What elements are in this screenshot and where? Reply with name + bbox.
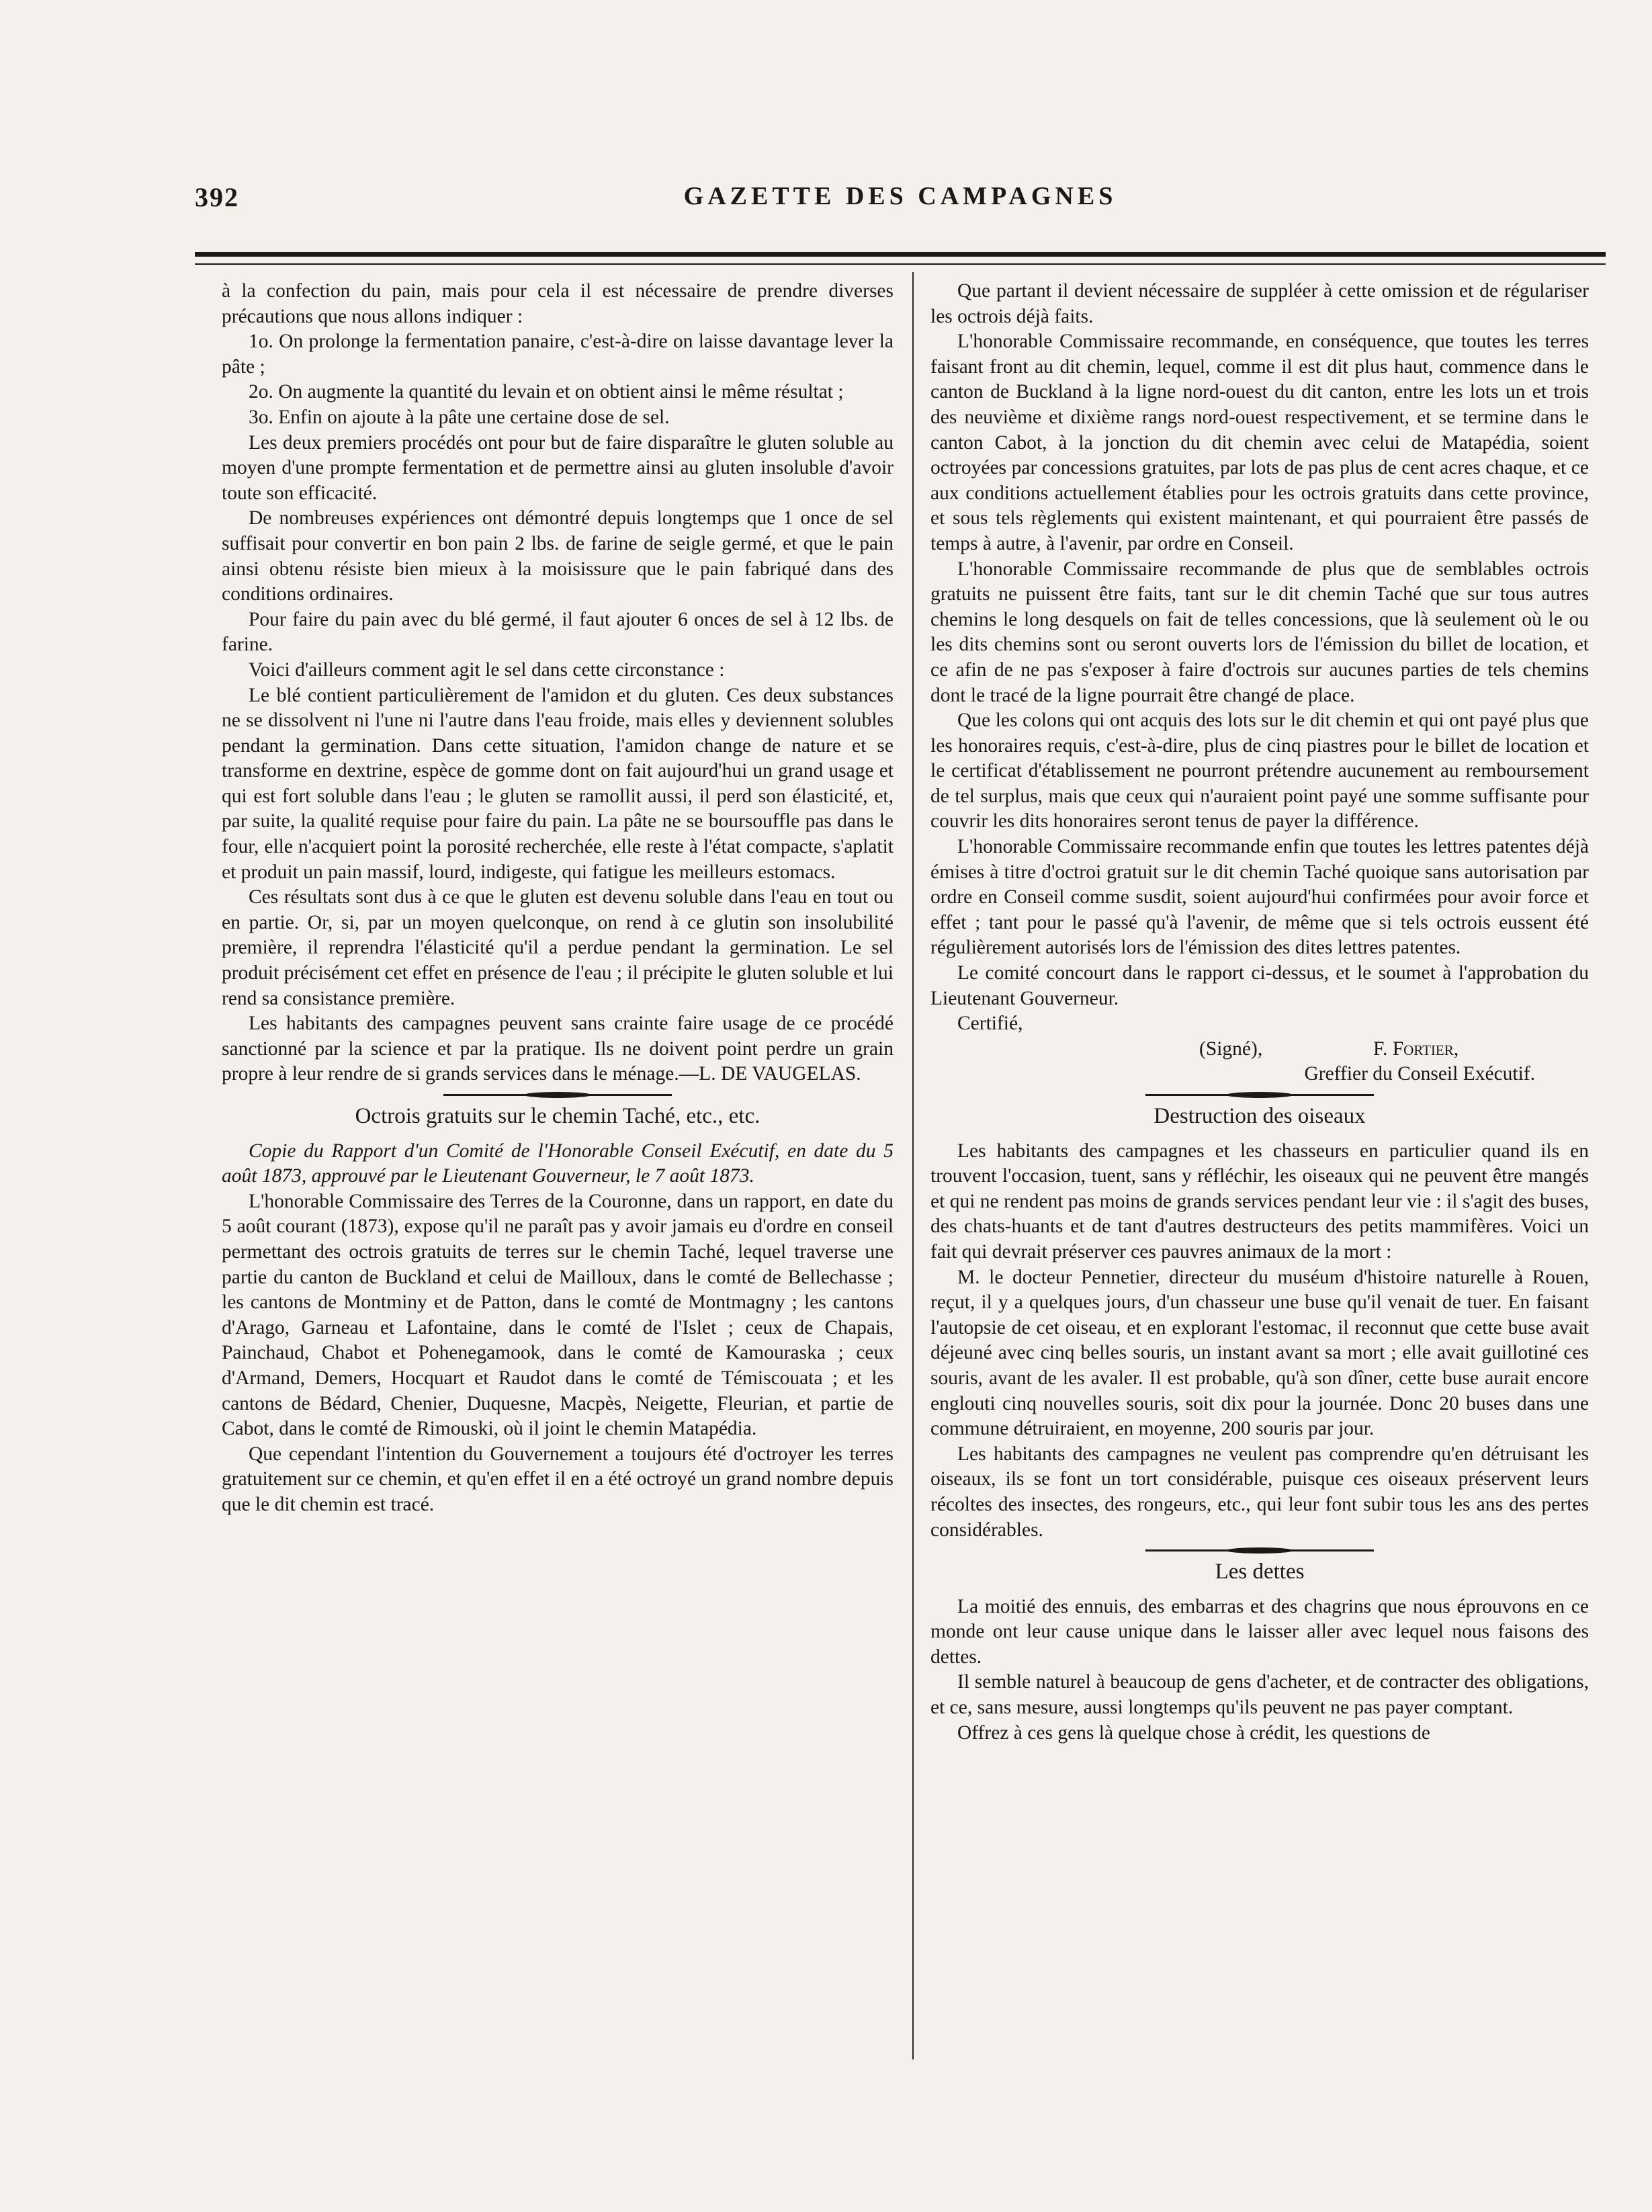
paragraph: Le blé contient particulièrement de l'amidon et du gluten. Ces deux substances ne se dissolvent ni l'une ni l'autre dans l'eau froide, mais elles y deviennent solubles pendant la germination. Dans cette situation, l'amidon change de nature et se transforme en dextrine, espèce de gomme dont on fait aujourd'hui un grand usage et qui est fort soluble dans l'eau ; le gluten se ramollit aussi, il perd son élasticité, et, par suite, la qualité requise pour faire du pain. La pâte ne se boursouffle pas dans le four, elle n'acquiert point la porosité recherchée, elle reste à l'état compacte, s'aplatit et produit un pain massif, lourd, indigeste, qui fatigue les meilleurs estomacs.: [222, 684, 894, 883]
page-header: [195, 181, 1606, 222]
paragraph: L'honorable Commissaire des Terres de la Couronne, dans un rapport, en date du 5 août courant (1873), expose qu'il ne paraît pas y avoir jamais eu d'ordre en conseil permettant des octrois gratuits de terres sur le chemin Taché, lequel traverse une partie du canton de Buckland et celui de Mailloux, dans le comté de Bellechasse ; les cantons de Montminy et de Patton, dans le comté de Montmagny ; les cantons d'Arago, Garneau et Lafontaine, dans le comté de l'Islet ; ceux de Chapais, Painchaud, Chabot et Pohenegamook, dans le comté de Kamouraska ; ceux d'Armand, Demers, Hocquart et Raudot dans le comté de Témiscouata ; et les cantons de Bédard, Chenier, Duquesne, Macpès, Neigette, Fleurian, et partie de Cabot, dans le comté de Rimouski, où il joint le chemin Matapédia.: [222, 1190, 894, 1440]
paragraph: Ces résultats sont dus à ce que le gluten est devenu soluble dans l'eau en tout ou en partie. Or, si, par un moyen quelconque, on rend à ce glutin son insolubilité première, il reprendra l'élasticité qu'il a perdue pendant la germination. Le sel produit précisément cet effet en présence de l'eau ; il précipite le gluten soluble et lui rend sa consistance première.: [222, 886, 894, 1009]
paragraph: Pour faire du pain avec du blé germé, il faut ajouter 6 onces de sel à 12 lbs. de farine.: [222, 608, 894, 656]
section-heading-oiseaux: [930, 1094, 1589, 1130]
journal-title: GAZETTE DES CAMPAGNES: [683, 182, 1117, 210]
section-heading-dettes: [930, 1549, 1589, 1585]
signer-name: F. Fortier,: [1373, 1037, 1459, 1060]
report-subheading: Copie du Rapport d'un Comité de l'Honorable Conseil Exécutif, en date du 5 août 1873, approuvé par le Lieutenant Gouverneur, le 7 août 1873.: [222, 1140, 894, 1187]
signature-line: [930, 1037, 1589, 1062]
paragraph: Les habitants des campagnes ne veulent pas comprendre qu'en détruisant les oiseaux, ils se font un tort considérable, puisque ces oiseaux préservent leurs récoltes des insectes, des rongeurs, etc., qui leur font subir tous les ans des pertes considérables.: [930, 1443, 1589, 1541]
paragraph: Le comité concourt dans le rapport ci-dessus, et le soumet à l'approbation du Lieutenant Gouverneur.: [930, 962, 1589, 1009]
paragraph: Les habitants des campagnes et les chasseurs en particulier quand ils en trouvent l'occasion, tuent, sans y réfléchir, les oiseaux qui ne peuvent être mangés et qui ne rendent pas moins de grands services pendant leur vie : il s'agit des buses, des chats-huants et de tant d'autres destructeurs des petits mammifères. Voici un fait qui devrait préserver ces pauvres animaux de la mort :: [930, 1140, 1589, 1263]
section-rule: [1145, 1094, 1374, 1096]
paragraph: Il semble naturel à beaucoup de gens d'acheter, et de contracter des obligations, et ce, sans mesure, aussi longtemps qu'ils peuvent ne pas payer comptant.: [930, 1671, 1589, 1719]
paragraph: Les habitants des campagnes peuvent sans crainte faire usage de ce procédé sanctionné par la science et par la pratique. Ils ne doivent point perdre un grain propre à leur rendre de si grands services dans le ménage.—L. DE VAUGELAS.: [222, 1013, 894, 1085]
paragraph: M. le docteur Pennetier, directeur du muséum d'histoire naturelle à Rouen, reçut, il y a quelques jours, d'un chasseur une buse qu'il venait de tuer. En faisant l'autopsie de cet oiseau, et en explorant l'estomac, il reconnut que cette buse avait déjeuné avec cinq belles souris, un instant avant sa mort ; elle avait guillotiné ces souris, avant de les avaler. Il est probable, qu'à son dîner, cette buse aurait encore englouti cinq nouvelles souris, soit dix pour la journée. Donc 20 buses dans une commune détruiraient, en moyenne, 200 souris par jour.: [930, 1266, 1589, 1440]
paragraph: L'honorable Commissaire recommande enfin que toutes les lettres patentes déjà émises à titre d'octroi gratuit sur le dit chemin Taché quoique sans autorisation par ordre en Conseil comme susdit, soient aujourd'hui confirmées pour avoir force et effet ; tant pour le passé qu'à l'avenir, de même que si tels octrois eussent été régulièrement autorisés lors de l'émission des dites lettres patentes.: [930, 836, 1589, 959]
paragraph: 2o. On augmente la quantité du levain et on obtient ainsi le même résultat ;: [249, 381, 844, 403]
left-column: [222, 279, 894, 1518]
section-heading-octrois: [222, 1094, 894, 1130]
paragraph: Que partant il devient nécessaire de suppléer à cette omission et de régulariser les octrois déjà faits.: [930, 280, 1589, 327]
paragraph: L'honorable Commissaire recommande de plus que de semblables octrois gratuits ne puissent être faits, tant sur le dit chemin Taché que sur tous autres chemins le long desquels on fait de telles concessions, que là seulement où le ou les dits chemins sont ou seront ouverts lors de l'émission du billet de location, et ce afin de ne pas s'exposer à faire d'octrois sur aucunes parties de tels chemins dont le tracé de la ligne pourrait être changé de place.: [930, 558, 1589, 706]
column-divider: [912, 272, 914, 2059]
paragraph: Que cependant l'intention du Gouvernement a toujours été d'octroyer les terres gratuitement sur ce chemin, et qu'en effet il en a été octroyé un grand nombre depuis que le dit chemin est tracé.: [222, 1443, 894, 1515]
paragraph: Voici d'ailleurs comment agit le sel dans cette circonstance :: [249, 658, 725, 681]
page-number: 392: [195, 182, 239, 212]
paragraph: De nombreuses expériences ont démontré depuis longtemps que 1 once de sel suffisait pour convertir en bon pain 2 lbs. de farine de seigle germé, et que le pain ainsi obtenu résiste bien mieux à la moisissure que le pain fabriqué dans des conditions ordinaires.: [222, 507, 894, 605]
signer-title: Greffier du Conseil Exécutif.: [1304, 1063, 1535, 1085]
header-rule-thin: [195, 263, 1606, 265]
signed-label: (Signé),: [1199, 1037, 1263, 1060]
paragraph: Que les colons qui ont acquis des lots sur le dit chemin et qui ont payé plus que les honoraires requis, c'est-à-dire, plus de cinq piastres pour le billet de location et le certificat d'établissement ne pourront prétendre aucunement au remboursement de tel surplus, mais que ceux qui n'auraient point payé une somme suffisante pour couvrir les dits honoraires seront tenus de payer la différence.: [930, 710, 1589, 833]
paragraph: Offrez à ces gens là quelque chose à crédit, les questions de: [957, 1721, 1430, 1744]
header-rule-thick: [195, 252, 1606, 257]
paragraph: 1o. On prolonge la fermentation panaire, c'est-à-dire on laisse davantage lever la pâte ;: [222, 331, 894, 378]
right-column: [930, 279, 1589, 1746]
certified-line: Certifié,: [957, 1013, 1023, 1035]
section-title: Destruction des oiseaux: [1154, 1104, 1366, 1128]
section-title: Les dettes: [1215, 1560, 1305, 1584]
paragraph: La moitié des ennuis, des embarras et des chagrins que nous éprouvons en ce monde ont leur cause unique dans le laisser aller avec lequel nous faisons des dettes.: [930, 1595, 1589, 1668]
section-rule: [1145, 1549, 1374, 1551]
paragraph: Les deux premiers procédés ont pour but de faire disparaître le gluten soluble au moyen d'une prompte fermentation et de permettre ainsi au gluten insoluble d'avoir toute son efficacité.: [222, 431, 894, 504]
section-title: Octrois gratuits sur le chemin Taché, etc., etc.: [355, 1104, 760, 1128]
paragraph: 3o. Enfin on ajoute à la pâte une certaine dose de sel.: [249, 406, 670, 428]
section-rule: [443, 1094, 672, 1096]
paragraph: L'honorable Commissaire recommande, en conséquence, que toutes les terres faisant front au dit chemin, lequel, comme il est dit plus haut, commence dans le canton de Buckland à la ligne nord-ouest du dit canton, entre les lots un et trois des neuvième et dixième rangs nord-ouest respectivement, et se termine dans le canton Cabot, à la jonction du dit chemin avec celui de Matapédia, soient octroyées par concessions gratuites, par lots de pas plus de cent acres chaque, et ce aux conditions actuellement établies pour les octrois gratuits dans cette province, et sous tels règlements qui existent maintenant, et qui pourraient être passés de temps à autre, à l'avenir, par ordre en Conseil.: [930, 331, 1589, 554]
paragraph: à la confection du pain, mais pour cela il est nécessaire de prendre diverses précautions que nous allons indiquer :: [222, 280, 894, 327]
